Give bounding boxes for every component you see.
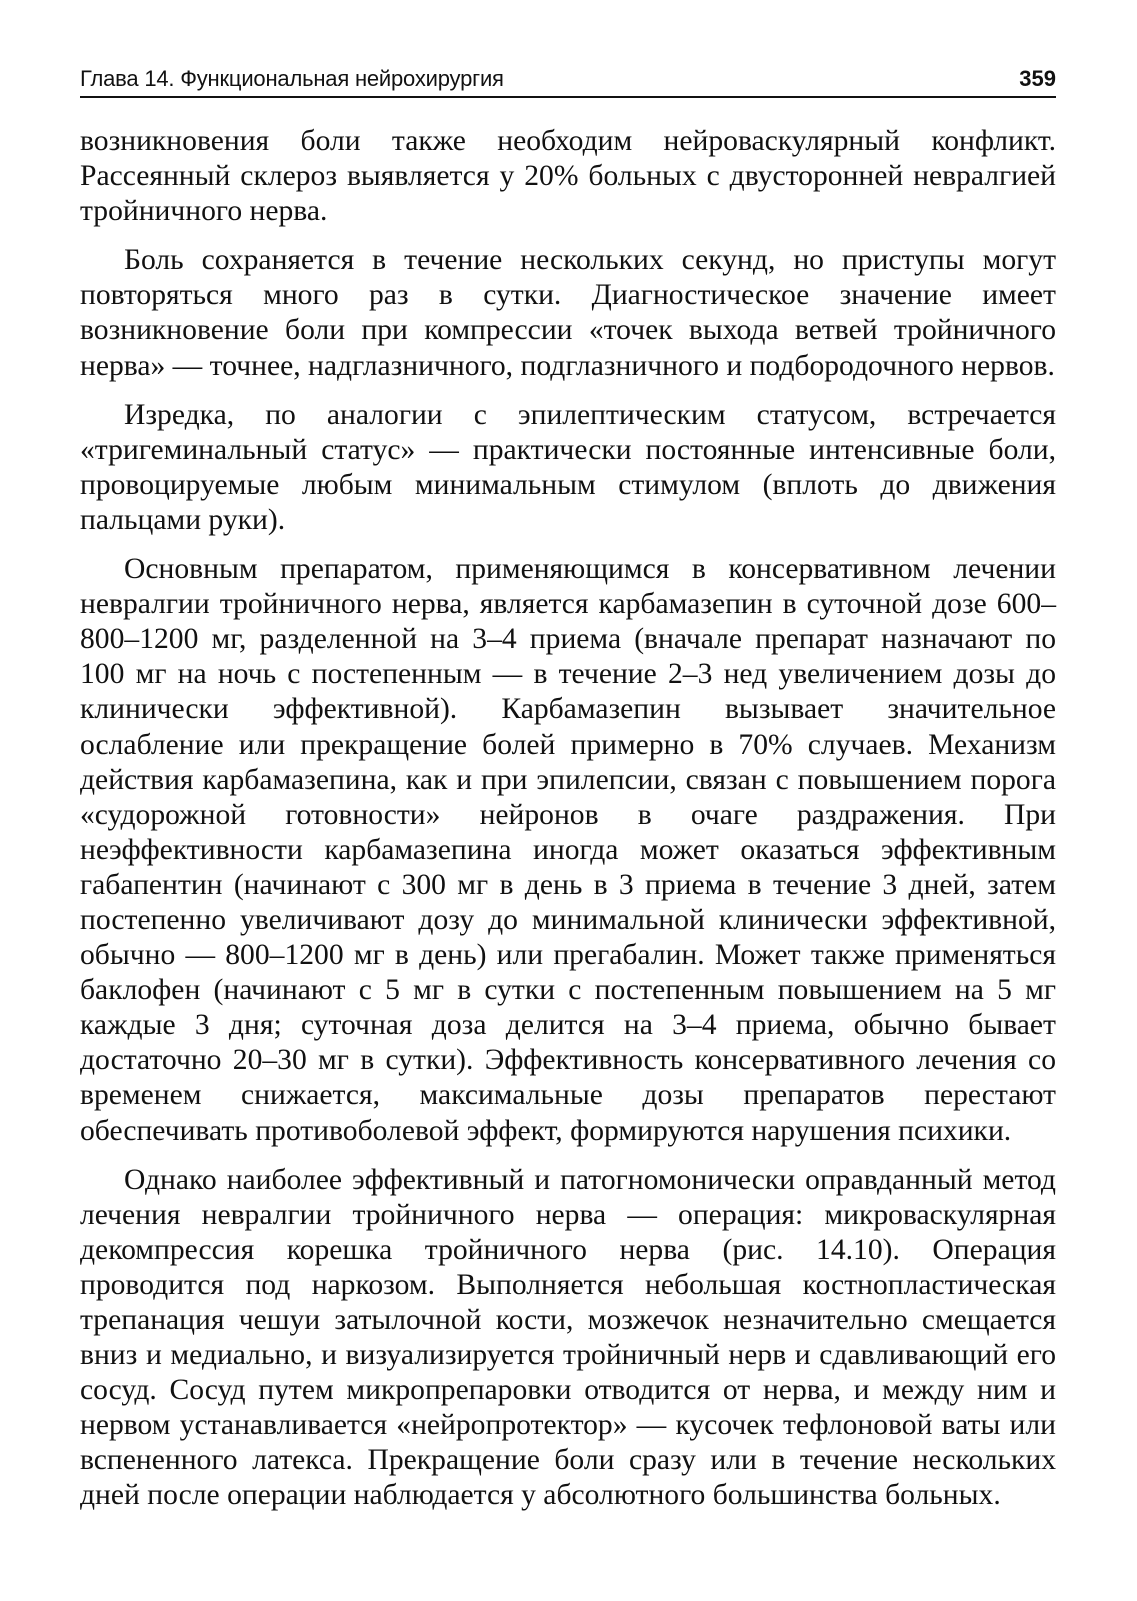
body-text xyxy=(80,124,1056,1514)
running-head xyxy=(80,56,1056,98)
paragraph-continuation: возникновения боли также необходим нейроваскулярный конфликт. Рассеянный склероз выявляется у 20% больных с двусторонней невралгией тройничного нерва. xyxy=(80,125,1056,228)
chapter-title: Глава 14. Функциональная нейрохирургия xyxy=(80,66,504,91)
page-number: 359 xyxy=(1019,66,1056,91)
paragraph-conservative-treatment: Основным препаратом, применяющимся в консервативном лечении невралгии тройничного нерва, является карбамазепин в суточной дозе 600–800–1200 мг, разделенной на 3–4 приема (вначале препарат назначают по 100 мг на ночь с постепенным — в течение 2–3 нед увеличением дозы до клинически эффективной). Карбамазепин вызывает значительное ослабление или прекращение болей примерно в 70% случаев. Механизм действия карбамазепина, как и при эпилепсии, связан с повышением порога «судорожной готовности» нейронов в очаге раздражения. При неэффективности карбамазепина иногда может оказаться эффективным габапентин (начинают с 300 мг в день в 3 приема в течение 3 дней, затем постепенно увеличивают дозу до минимальной клинически эффективной, обычно — 800–1200 мг в день) или прегабалин. Может также применяться баклофен (начинают с 5 мг в сутки с постепенным повышением на 5 мг каждые 3 дня; суточная доза делится на 3–4 приема, обычно бывает достаточно 20–30 мг в сутки). Эффективность консервативного лечения со временем снижается, максимальные дозы препаратов перестают обеспечивать противоболевой эффект, формируются нарушения психики. xyxy=(80,553,1056,1147)
paragraph-pain-duration: Боль сохраняется в течение нескольких секунд, но приступы могут повторяться много раз в сутки. Диагностическое значение имеет возникновение боли при компрессии «точек выхода ветвей тройничного нерва» — точнее, надглазничного, подглазничного и подбородочного нервов. xyxy=(80,244,1056,382)
book-page xyxy=(80,56,1056,1514)
paragraph-surgical-treatment: Однако наиболее эффективный и патогномонически оправданный метод лечения невралгии тройничного нерва — операция: микроваскулярная декомпрессия корешка тройничного нерва (рис. 14.10). Операция проводится под наркозом. Выполняется небольшая костнопластическая трепанация чешуи затылочной кости, мозжечок незначительно смещается вниз и медиально, и визуализируется тройничный нерв и сдавливающий его сосуд. Сосуд путем микропрепаровки отводится от нерва, и между ним и нервом устанавливается «нейропротектор» — кусочек тефлоновой ваты или вспененного латекса. Прекращение боли сразу или в течение нескольких дней после операции наблюдается у абсолютного большинства больных. xyxy=(80,1163,1056,1512)
paragraph-trigeminal-status: Изредка, по аналогии с эпилептическим статусом, встречается «тригеминальный статус» — практически постоянные интенсивные боли, провоцируемые любым минимальным стимулом (вплоть до движения пальцами руки). xyxy=(80,398,1056,536)
